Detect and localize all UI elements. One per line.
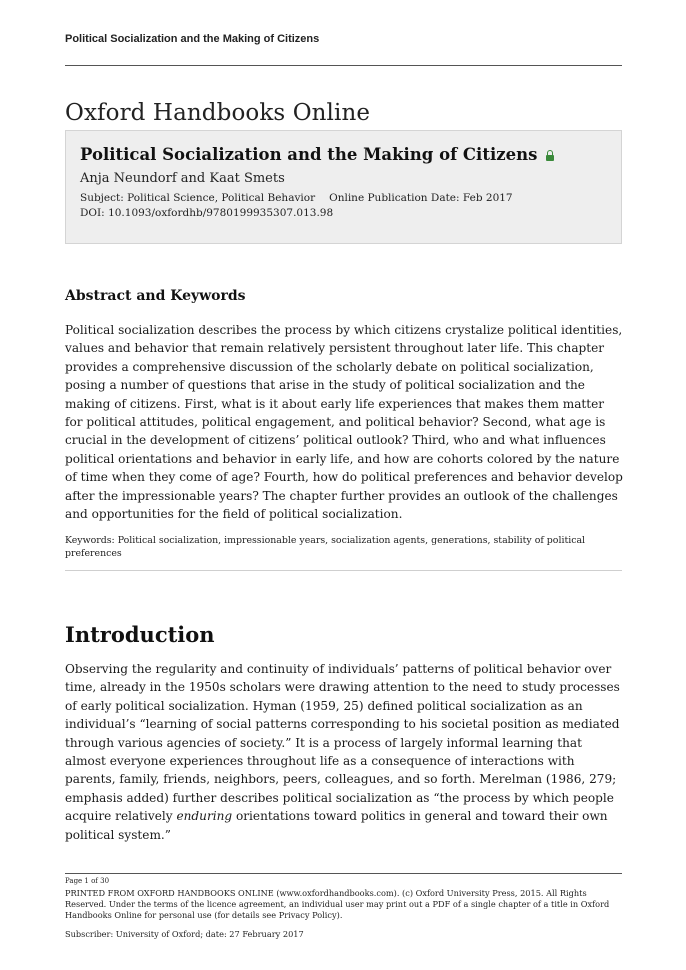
abstract-heading: Abstract and Keywords	[65, 288, 246, 304]
introduction-paragraph	[65, 660, 625, 844]
header-divider	[65, 65, 622, 66]
footer-divider	[65, 873, 622, 874]
doi-line	[80, 207, 333, 219]
pub-date-label: Online Publication Date:	[329, 192, 460, 204]
introduction-heading: Introduction	[65, 622, 215, 647]
chapter-authors: Anja Neundorf and Kaat Smets	[80, 171, 285, 186]
keywords-divider	[65, 570, 622, 571]
chapter-title	[80, 145, 554, 164]
site-brand: Oxford Handbooks Online	[65, 100, 371, 126]
subject-value: Political Science, Political Behavior	[127, 192, 316, 204]
doi-value: 10.1093/oxfordhb/9780199935307.013.98	[108, 207, 334, 219]
lock-icon	[546, 150, 554, 161]
chapter-metadata-box	[65, 130, 622, 244]
keywords-label: Keywords:	[65, 535, 115, 546]
intro-emphasis: enduring	[176, 809, 233, 824]
running-header: Political Socialization and the Making of Citizens	[65, 33, 320, 45]
subscriber-line: Subscriber: University of Oxford; date: 27 February 2017	[65, 929, 304, 939]
keywords-list: Political socialization, impressionable years, socialization agents, generations, stability of political preferences	[65, 535, 586, 559]
print-notice: PRINTED FROM OXFORD HANDBOOKS ONLINE (www.oxfordhandbooks.com). (c) Oxford University Press, 2015. All Rights Reserved. Under the terms of the licence agreement, an individual user may print out a PDF of a single chapter of a title in Oxford Handbooks Online for personal use (for details see Privacy Policy).	[65, 888, 610, 920]
abstract-paragraph: Political socialization describes the process by which citizens crystalize political identities, values and behavior that remain relatively persistent throughout later life. This chapter provides a comprehensive discussion of the scholarly debate on political socialization, posing a number of questions that arise in the study of political socialization and the making of citizens. First, what is it about early life experiences that makes them matter for political attitudes, political engagement, and political behavior? Second, what age is crucial in the development of citizens’ political outlook? Third, who and what influences political orientations and behavior in early life, and how are cohorts colored by the nature of time when they come of age? Fourth, how do political preferences and behavior develop after the impressionable years? The chapter further provides an outlook of the challenges and opportunities for the field of political socialization.	[65, 323, 623, 522]
intro-text-part-1: Observing the regularity and continuity of individuals’ patterns of political behavior over time, already in the 1950s scholars were drawing attention to the need to study processes of early political socialization. Hyman (1959, 25) defined political socialization as an individual’s “learning of social patterns corresponding to his societal position as mediated through various agencies of society.” It is a process of largely informal learning that almost everyone experiences throughout life as a consequence of interactions with parents, family, friends, neighbors, peers, colleagues, and so forth. Merelman (1986, 279; emphasis added) further describes political socialization as “the process by which people acquire relatively	[65, 662, 620, 824]
subject-label: Subject:	[80, 192, 124, 204]
keywords-line	[65, 535, 621, 560]
chapter-title-text: Political Socialization and the Making of Citizens	[80, 145, 538, 164]
pub-date-value: Feb 2017	[462, 192, 513, 204]
page-number: Page 1 of 30	[65, 877, 110, 885]
subject-line	[80, 192, 513, 204]
intro-text-part-2: orientations toward politics in general and toward their own political system.”	[65, 809, 608, 842]
doi-label: DOI:	[80, 207, 105, 219]
